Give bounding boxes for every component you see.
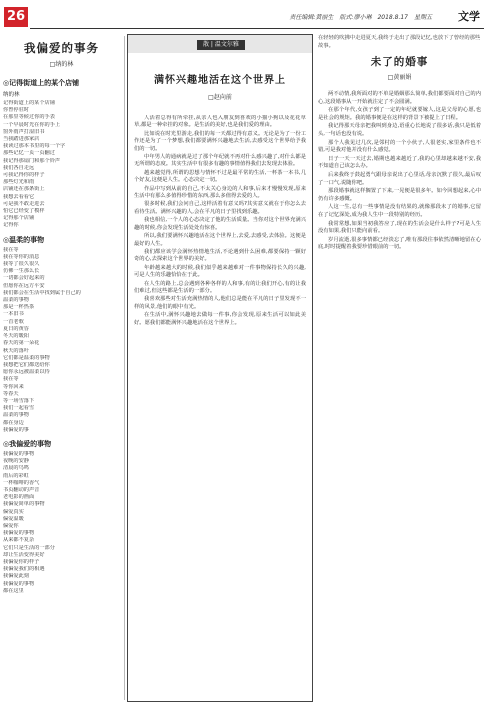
middle-paragraph: 中年男人的通病就是过了那个年纪就不再对什么感兴趣了,对什么都是无所谓的态度。其实生活中有很多有趣的事情值得我们去发现去体验。 [134, 154, 306, 168]
middle-paragraph: 在生活中,满怀兴趣地去做每一件事,你会发现,原来生活可以如此美好。愿我们都能满怀兴趣地活在这个世界上。 [134, 312, 306, 326]
poem-line: 我们一起看雪 [3, 405, 35, 412]
poem-line: 一杯咖啡的香气 [3, 479, 40, 486]
poem-line: 我想去看看它 [3, 193, 35, 200]
middle-header-band [128, 35, 312, 53]
poem-line: 我们各自走远 [3, 164, 35, 171]
poem-line: 我在等 [3, 376, 19, 383]
left-section-heading: ◎我偏爱的事物 [3, 439, 52, 448]
middle-paragraph: 比如说在时光里游走,我们的每一天都过得有意义。无论是为了一份工作还是为了一个梦想,我们都要满怀兴趣地去生活,去感受这个世界给予我们的一切。 [134, 130, 306, 152]
section-name: 文学 [458, 10, 480, 23]
poem-line: 清晨的鸟鸣 [3, 465, 29, 472]
poem-line: 却让生活变得美好 [3, 551, 45, 558]
poem-line: 等一场雪落下 [3, 397, 35, 404]
poem-line: 老电影的画面 [3, 494, 35, 501]
right-paragraph: 人这一生,总有一些事情是没有结果的,就像那段未了的婚事,它留在了记忆深处,成为我人生中一段特别的经历。 [318, 204, 481, 218]
poem-line: 夜晚的安静 [3, 458, 29, 465]
poem-line: 我等了很久很久 [3, 261, 40, 268]
poem-line: 我偏爱的事物 [3, 530, 35, 537]
right-body [318, 91, 481, 252]
right-paragraph: 我常常想,如果当初我答应了,现在的生活会是什么样子?可是人生没有如果,我们只能向前看。 [318, 220, 481, 235]
poem-line: 我偏爱我们的相遇 [3, 566, 45, 573]
poem-line: 温柔的事物 [3, 297, 29, 304]
poem-line: 等你回来 [3, 383, 24, 390]
middle-column-box [127, 34, 313, 702]
poem-line: 我读过那本书里的每一个字 [3, 143, 66, 150]
poem-line: 都在这里 [3, 587, 24, 594]
poem-line: 你曾停驻时 [3, 107, 29, 114]
poem-line: 我记得那扇门和那个铃声 [3, 157, 61, 164]
middle-paragraph: 我们都应该学会满怀热情地生活,不论遇到什么困难,都要保持一颗好奇的心,去探索这个世界的美好。 [134, 248, 306, 263]
poem-line: 当我踏进那家店 [3, 136, 40, 143]
left-title: 我偏爱的事务 [24, 41, 99, 55]
left-section-heading: ◎温柔的事物 [3, 235, 45, 244]
poem-line: 温柔的事物 [3, 412, 29, 419]
poem-line: 一本旧书 [3, 311, 24, 318]
left-sections [3, 78, 120, 595]
middle-paragraph: 很多时候,我们会问自己,这样活着有意义吗?其实意义就在于你怎么去看待生活。满怀兴趣的人,会在平凡的日子里找到乐趣。 [134, 201, 306, 215]
poem-line: 那是一杯热茶 [3, 304, 35, 311]
poem-line: 可是我不敢走进去 [3, 200, 45, 207]
poem-line: 一切都会好起来的 [3, 275, 45, 282]
poem-line: 偏爱真实 [3, 508, 24, 515]
poem-line: 都在身边 [3, 419, 24, 426]
poem-line: 它们只是生活的一部分 [3, 544, 55, 551]
poem-line: 我偏爱简单的事物 [3, 501, 45, 508]
poem-line: 在那里等候过你的手表 [3, 114, 55, 121]
left-author: □纳的林 [49, 61, 74, 68]
page-number: 26 [4, 7, 28, 27]
poem-line: 它们都是温柔的事物 [3, 354, 50, 361]
poem-line: 秋天的落叶 [3, 347, 29, 354]
column-divider [124, 36, 125, 700]
poem-line: 书页翻动的声音 [3, 486, 40, 493]
right-paragraph: 我记得那天母亲把我叫到身边,语重心长地说了很多话,我只是低着头,一句话也没有说。 [318, 123, 481, 137]
poem-line: 从来都不复杂 [3, 537, 35, 544]
poem-line: 我偏爱此刻 [3, 573, 29, 580]
left-section-author: 纳的林 [3, 92, 20, 98]
poem-line: 我偏爱你的样子 [3, 558, 40, 565]
poem-line: 等春天 [3, 390, 19, 397]
poem-line: 那些灯光和雨 [3, 179, 35, 186]
middle-paragraph: 我喜欢那些对生活充满热情的人,他们总是能在平凡的日子里发现不一样的风景,他们的眼中有光。 [134, 296, 306, 310]
middle-paragraph: 人活着总得有所牵挂,从亲人也入朋友到喜欢的小猫小狗以及花花草草,都是一种牵挂的对象。是生活的美好,也是我们爱的理由。 [134, 115, 306, 129]
poem-line: 偏爱你 [3, 522, 19, 529]
poem-line: 春天的第一朵花 [3, 340, 40, 347]
poem-line: 记得你 [3, 222, 19, 229]
poem-line: 我们都会在生活中找到属于自己的 [3, 289, 81, 296]
poem-line: 我在等 [3, 246, 19, 253]
middle-body [134, 115, 306, 697]
header-info: 责任编辑:黄丽生 版式:廖小琳 2018.8.17 星期五 [289, 14, 432, 21]
middle-paragraph: 作品中写到从前的自己,不太关心身边的人和事,后来才慢慢发现,原来生活中有那么多值得珍惜的东西,那么多值得去爱的人。 [134, 185, 306, 200]
left-section-heading: ◎记得街道上的某个店铺 [3, 79, 80, 87]
poem-line: 一首老歌 [3, 318, 24, 325]
middle-paragraph: 越来越觉得,所谓的思想与情怀不过是最平常的生活,一杯茶一本书,几个好友,这便是人生。心态决定一切。 [134, 169, 306, 184]
page-header [0, 0, 484, 30]
right-paragraph: 在那个年代,女孩子到了一定的年纪就要嫁人,这是父母的心愿,也是社会的规矩。我的婚事便是在这样的背景下被提上了日程。 [318, 107, 481, 121]
poem-line: 仿佛一生那么长 [3, 268, 40, 275]
poem-line: 可我记得你的样子 [3, 172, 45, 179]
poem-line: 怕它已经变了模样 [3, 208, 45, 215]
right-paragraph: 日子一天一天过去,婚期也越来越近了,我的心里却越来越不安,我不知道自己该怎么办。 [318, 155, 481, 170]
right-intro: 在轻轻的吹拂中走进夏天,我终于走出了那段记忆,也放下了曾经的那些故事。 [318, 35, 481, 49]
poem-line: 那些记忆一页一页翻过 [3, 150, 55, 157]
poem-line: 愿你永远被温柔以待 [3, 369, 50, 376]
poem-line: 一个早晨时光在你的手上 [3, 121, 61, 128]
header-rule [30, 28, 484, 29]
right-paragraph: 后来我终于鼓起勇气跟母亲说出了心里话,母亲沉默了很久,最后叹了一口气,说随你吧。 [318, 171, 481, 186]
left-column [3, 40, 120, 700]
poem-line: 冬天的暖阳 [3, 333, 29, 340]
poem-line: 记得街道上的某个店铺 [3, 100, 55, 106]
middle-paragraph: 年龄越来越大的时候,我们似乎越来越难对一件事物保持长久的兴趣,可是人生的乐趣恰恰在于此。 [134, 264, 306, 279]
poem-line: 雨后的彩虹 [3, 472, 29, 479]
poem-line: 我在等你的消息 [3, 253, 40, 260]
poem-line: 我偏爱的事 [3, 426, 29, 433]
right-author: □黄丽娟 [387, 74, 412, 81]
right-paragraph: 那段婚事就这样搁置了下来,一晃便是很多年。如今回想起来,心中仍有许多感慨。 [318, 188, 481, 202]
right-paragraph: 岁月流逝,很多事情都已经淡忘了,唯有那段往事依然清晰地留在心底,时时提醒着我要珍惜眼前的一切。 [318, 236, 481, 251]
right-title: 未了的婚事 [370, 56, 429, 68]
right-paragraph: 两不动情,我所面对的不单是婚姻那么简单,我们都要面对自己的内心,这段婚事从一开始就注定了不会圆满。 [318, 91, 481, 105]
right-paragraph: 那个人我见过几次,是邻村的一个小伙子,人很老实,家里条件也不错,可是我对他并没有什么感觉。 [318, 139, 481, 154]
poem-line: 但愿你在远方平安 [3, 282, 45, 289]
middle-title: 满怀兴趣地活在这个世界上 [154, 75, 286, 86]
column-tag: 散 | 温文尔雅 [197, 40, 245, 50]
poem-line: 我偏爱的事物 [3, 450, 35, 457]
poem-line: 我偏爱的事物 [3, 580, 35, 587]
middle-paragraph: 所以,我们要满怀兴趣地活在这个世界上,去爱,去感受,去体验。这便是最好的人生。 [134, 233, 306, 247]
poem-line: 夏日的黄昏 [3, 325, 29, 332]
middle-paragraph: 在人生的路上,总会遇到各种各样的人和事,有的让我们开心,有的让我们难过,但这些都是生活的一部分。 [134, 280, 306, 294]
middle-paragraph: 我也相信,一个人的心态决定了他的生活质量。当你对这个世界充满兴趣的时候,你会发现生活处处有惊喜。 [134, 217, 306, 231]
poem-line: 店铺还在那条街上 [3, 186, 45, 193]
right-column [318, 34, 481, 702]
poem-line: 我想把它们都送给你 [3, 361, 50, 368]
poem-line: 窗外雨声打湿旧书 [3, 128, 45, 135]
poem-line: 偏爱温暖 [3, 515, 24, 522]
poem-line: 记得那个店铺 [3, 215, 35, 222]
middle-author: □赵向前 [208, 94, 232, 101]
